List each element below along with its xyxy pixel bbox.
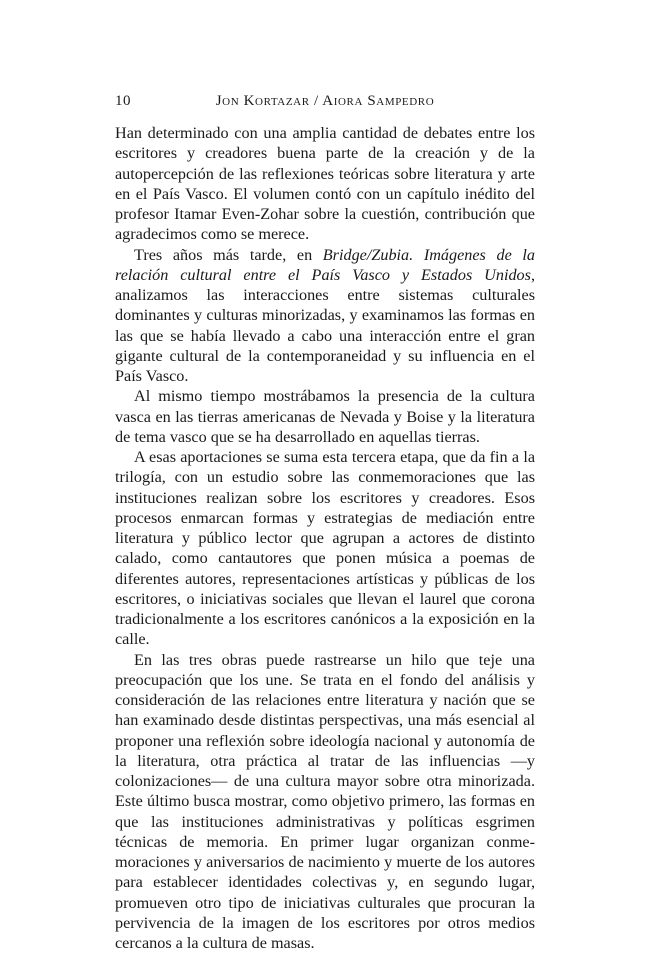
- paragraph-text: En las tres obras puede rastrearse un hilo que teje una preocupación que los une. Se trata en el fondo del análisis y consideración de las relaciones entre literatura y nación que se han examinado desde distintas perspectivas, una más esencial al proponer una reflexión sobre ideología nacional y autonomía de la literatura, otra práctica al tratar de las influencias —y colonizaciones— de una cultura mayor sobre otra minorizada. Este último busca mostrar, como objetivo primero, las formas en que las instituciones administrativas y políticas esgrimen técnicas de memoria. En primer lugar organizan conmemoraciones y aniversarios de nacimiento y muerte de los autores para establecer identidades colectivas y, en segundo lugar, promueven otro tipo de iniciativas culturales que procuran la pervivencia de la imagen de los escritores por otros medios cercanos a la cultura de masas.: [115, 651, 535, 953]
- paragraph-text: , analizamos las interacciones entre sistemas culturales dominantes y culturas minorizadas, y examinamos las formas en las que se había llevado a cabo una interacción entre el gran gigante cultural de la contemporaneidad y su influencia en el País Vasco.: [115, 266, 535, 385]
- running-head-title: Jon Kortazar / Aiora Sampedro: [115, 91, 535, 111]
- italic-title: Bridge/Zubia. Imágenes de la relación cultural entre el País Vasco y Estados Unidos: [115, 246, 535, 284]
- paragraph-text: Han determinado con una amplia cantidad de debates entre los escritores y creadores buena parte de la creación y de la autopercepción de las reflexiones teóricas sobre literatura y arte en el País Vasco. El volumen contó con un capítulo inédito del profesor Itamar Even-Zohar sobre la cuestión, contribución que agradecimos como se merece.: [115, 124, 535, 243]
- paragraph-text: Tres años más tarde, en: [134, 246, 323, 264]
- running-head: [115, 91, 535, 111]
- paragraph-text: Al mismo tiempo mostrábamos la presencia de la cultura vasca en las tierras americanas de Nevada y Boise y la literatura de tema vasco que se ha desarrollado en aquellas tierras.: [115, 387, 535, 446]
- paragraph: [115, 650, 535, 953]
- body-text: [115, 123, 535, 953]
- paragraph: [115, 245, 535, 387]
- paragraph: [115, 447, 535, 650]
- paragraph: [115, 123, 535, 245]
- paragraph: [115, 386, 535, 447]
- page-number: 10: [115, 91, 131, 111]
- paragraph-text: A esas aportaciones se suma esta tercera etapa, que da fin a la trilogía, con un estudio sobre las conmemoraciones que las instituciones realizan sobre los escritores y creadores. Esos procesos enmarcan formas y estrategias de mediación entre literatura y público lector que agrupan a actores de distinto calado, como cantautores que ponen música a poemas de diferentes autores, representaciones artísticas y públicas de los escritores, o iniciativas sociales que llevan el laurel que corona tradicionalmente a los escritores canónicos a la exposición en la calle.: [115, 448, 535, 648]
